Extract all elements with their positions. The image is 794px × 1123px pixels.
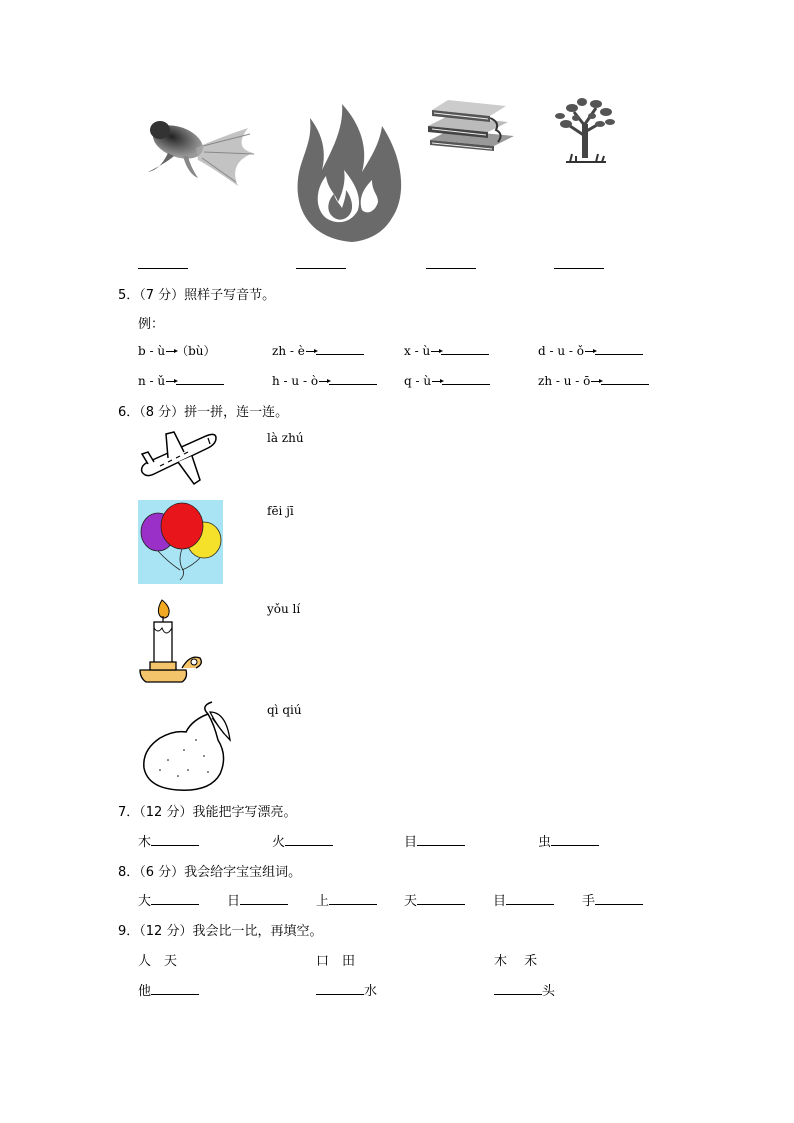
character: 目: [404, 835, 418, 850]
answer-blank[interactable]: [329, 372, 377, 385]
pear-picture: [138, 700, 234, 794]
fill-item: [138, 980, 199, 999]
character: 上: [316, 894, 330, 909]
answer-blank[interactable]: [176, 372, 224, 385]
pinyin-label: fēi jī: [267, 504, 294, 518]
answer-blank[interactable]: [329, 892, 377, 905]
char-fill-item: [138, 831, 199, 850]
fill-item: [316, 980, 377, 999]
answer-blank[interactable]: [240, 892, 288, 905]
arrow-icon: [166, 351, 176, 352]
syllable-item: [404, 342, 489, 358]
char-fill-item: [404, 890, 465, 909]
syllable-item: [404, 372, 490, 388]
compare-group: 木 禾: [494, 954, 538, 969]
answer-blank[interactable]: [151, 892, 199, 905]
character: 水: [364, 984, 378, 999]
answer-blank[interactable]: [296, 256, 346, 269]
fire-picture: [292, 98, 408, 244]
pinyin-label: yǒu lí: [267, 602, 301, 616]
char-fill-item: [138, 890, 199, 909]
spelling: n - ǔ: [138, 374, 166, 388]
char-fill-item: [272, 831, 333, 850]
syllable-item: [538, 342, 643, 358]
spelling: b - ù: [138, 344, 166, 358]
compare-group: 口 田: [316, 954, 356, 969]
spelling: zh - è: [272, 344, 305, 358]
syllable-item: [138, 372, 224, 388]
arrow-icon: [591, 381, 601, 382]
candle-picture: [138, 598, 204, 686]
answer-blank[interactable]: [595, 342, 643, 355]
tree-picture: [552, 96, 620, 166]
pinyin-label: qì qiú: [267, 703, 302, 717]
question-8-title: 8．（6 分）我会给字宝宝组词。: [118, 865, 302, 880]
question-7-title: 7．（12 分）我能把字写漂亮。: [118, 805, 297, 820]
fish-picture: [138, 108, 258, 194]
question-5-title: 5．（7 分）照样子写音节。: [118, 288, 276, 303]
answer-blank[interactable]: [595, 892, 643, 905]
answer-blank[interactable]: [494, 982, 542, 995]
spelling: x - ù: [404, 344, 431, 358]
char-fill-item: [404, 831, 465, 850]
arrow-icon: [166, 381, 176, 382]
char-fill-item: [227, 890, 288, 909]
syllable-item: [272, 342, 364, 358]
character: 大: [138, 894, 152, 909]
character: 目: [493, 894, 507, 909]
example-label: 例：: [138, 317, 165, 332]
answer-blank[interactable]: [417, 892, 465, 905]
char-fill-item: [316, 890, 377, 909]
answer-blank[interactable]: [316, 982, 364, 995]
arrow-icon: [431, 351, 441, 352]
answer-blank[interactable]: [506, 892, 554, 905]
syllable-item: [538, 372, 649, 388]
balloons-picture: [138, 500, 223, 584]
character: 天: [404, 894, 418, 909]
answer-blank[interactable]: [316, 342, 364, 355]
arrow-icon: [432, 381, 442, 382]
books-picture: [424, 96, 516, 152]
spelling: q - ù: [404, 374, 432, 388]
char-fill-item: [538, 831, 599, 850]
answer-blank[interactable]: [151, 982, 199, 995]
spelling: h - u - ò: [272, 374, 319, 388]
answer-blank[interactable]: [554, 256, 604, 269]
character: 虫: [538, 835, 552, 850]
answer-blank[interactable]: [138, 256, 188, 269]
arrow-icon: [319, 381, 329, 382]
answer-blank[interactable]: [441, 342, 489, 355]
character: 头: [542, 984, 556, 999]
char-fill-item: [493, 890, 554, 909]
question-6-title: 6．（8 分）拼一拼，连一连。: [118, 405, 289, 420]
pinyin-label: là zhú: [267, 431, 304, 445]
char-fill-item: [582, 890, 643, 909]
spelling: d - u - ǒ: [538, 344, 585, 358]
character: 木: [138, 835, 152, 850]
character: 日: [227, 894, 241, 909]
character: 手: [582, 894, 596, 909]
spelling: zh - u - ō: [538, 374, 591, 388]
arrow-icon: [306, 351, 316, 352]
answer-blank[interactable]: [601, 372, 649, 385]
airplane-picture: [138, 428, 218, 486]
answer-blank[interactable]: [285, 833, 333, 846]
syllable-item: [272, 372, 377, 388]
arrow-icon: [585, 351, 595, 352]
answer-blank[interactable]: [151, 833, 199, 846]
answer-blank[interactable]: [442, 372, 490, 385]
syllable-answer: （bù）: [176, 344, 216, 358]
character: 火: [272, 835, 286, 850]
answer-blank[interactable]: [551, 833, 599, 846]
answer-blank[interactable]: [417, 833, 465, 846]
compare-group: 人 天: [138, 954, 178, 969]
question-9-title: 9．（12 分）我会比一比，再填空。: [118, 924, 323, 939]
character: 他: [138, 984, 152, 999]
answer-blank[interactable]: [426, 256, 476, 269]
syllable-item: [138, 342, 216, 359]
fill-item: [494, 980, 555, 999]
